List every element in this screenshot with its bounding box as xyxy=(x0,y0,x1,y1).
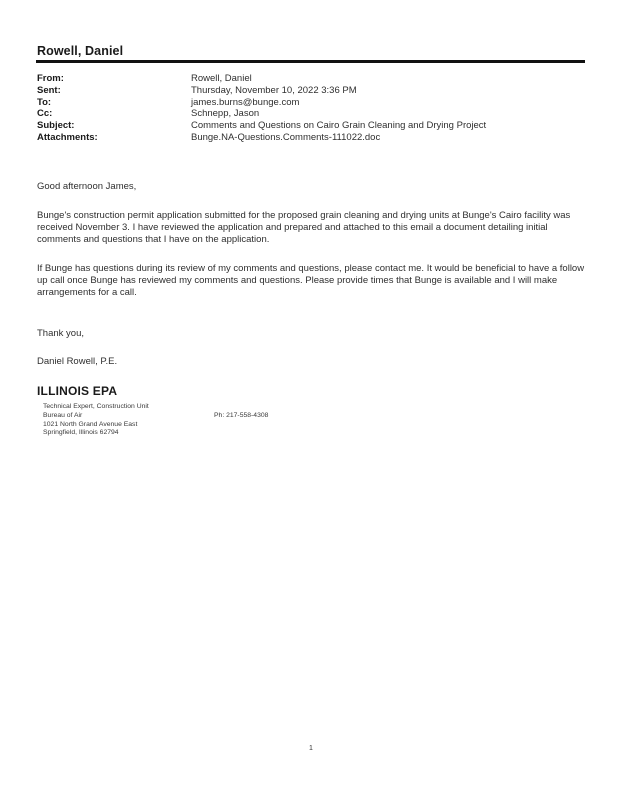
header-row-subject xyxy=(37,120,486,132)
signature-name: Daniel Rowell, P.E. xyxy=(37,356,118,367)
subject-value: Comments and Questions on Cairo Grain Cleaning and Drying Project xyxy=(191,120,487,132)
to-value: james.burns@bunge.com xyxy=(191,96,300,108)
cc-label: Cc: xyxy=(37,108,53,120)
email-header xyxy=(37,73,486,144)
signature-bureau: Bureau of Air xyxy=(43,411,83,419)
header-row-to xyxy=(37,97,486,109)
agency-name: ILLINOIS EPA xyxy=(37,384,118,398)
sender-heading: Rowell, Daniel xyxy=(37,44,124,58)
body-paragraph-1: Bunge's construction permit application submitted for the proposed grain cleaning and drying units at Bunge's Cairo facility was received November 3. I have reviewed the application and prepared and attached to this email a document detailing initial comments and questions that I have on the application. xyxy=(37,210,571,245)
sent-label: Sent: xyxy=(37,84,61,96)
attachments-value: Bunge.NA-Questions.Comments-111022.doc xyxy=(191,131,381,143)
signature-city: Springfield, Illinois 62794 xyxy=(43,429,119,437)
header-row-from xyxy=(37,73,486,85)
header-row-cc xyxy=(37,108,486,120)
header-row-attachments xyxy=(37,132,486,144)
body-paragraph-2: If Bunge has questions during its review of my comments and questions, please contact me. It would be beneficial to have a follow up call once Bunge has reviewed my comments and questions. Please provide times that Bunge is available and I will make arrangements for a call. xyxy=(37,263,585,298)
header-row-sent xyxy=(37,85,486,97)
attachments-label: Attachments: xyxy=(37,131,98,143)
signature-phone: Ph: 217-558-4308 xyxy=(214,412,269,419)
heading-rule xyxy=(36,60,585,63)
from-value: Rowell, Daniel xyxy=(191,73,252,84)
signature-title: Technical Expert, Construction Unit xyxy=(43,403,149,410)
signature-street: 1021 North Grand Avenue East xyxy=(43,420,138,428)
closing: Thank you, xyxy=(37,328,84,339)
subject-label: Subject: xyxy=(37,120,75,132)
sent-value: Thursday, November 10, 2022 3:36 PM xyxy=(191,84,357,96)
signature-block xyxy=(43,403,149,438)
from-label: From: xyxy=(37,73,64,84)
to-label: To: xyxy=(37,96,52,108)
page-number: 1 xyxy=(309,745,313,752)
greeting: Good afternoon James, xyxy=(37,181,137,192)
cc-value: Schnepp, Jason xyxy=(191,108,260,120)
